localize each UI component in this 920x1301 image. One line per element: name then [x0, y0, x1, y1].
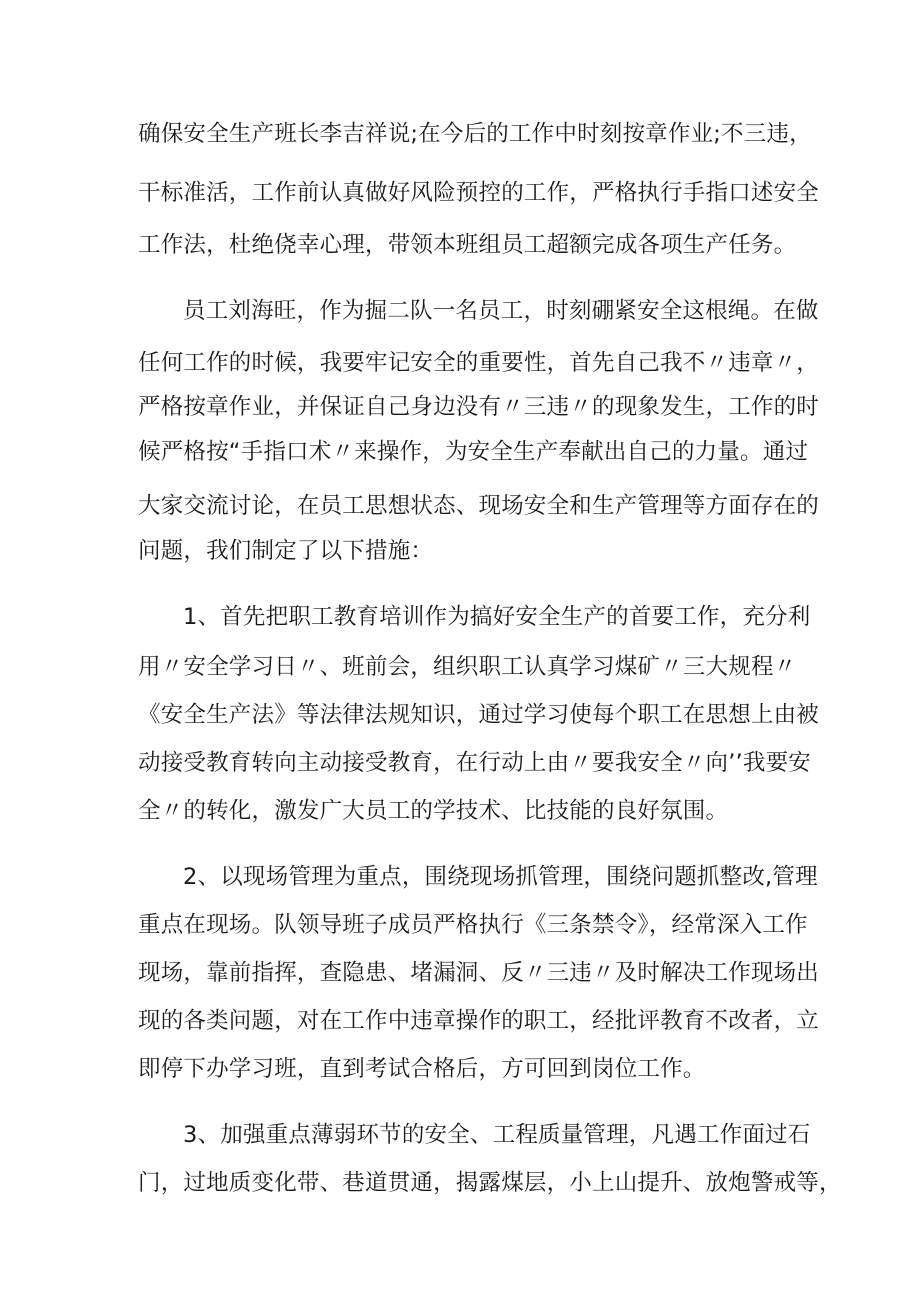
text-line: 候严格按“手指口术〃来操作，为安全生产奉献出自己的力量。通过	[138, 439, 809, 465]
text-line: 现的各类问题，对在工作中违章操作的职工，经批评教育不改者，立	[138, 1008, 820, 1034]
text-line: 1、首先把职工教育培训作为搞好安全生产的首要工作，充分利	[183, 604, 811, 630]
text-line: 问题，我们制定了以下措施：	[138, 538, 434, 564]
text-line: 动接受教育转向主动接受教育，在行动上由〃要我安全〃向’’我要安	[138, 750, 812, 776]
text-line: 员工刘海旺，作为掘二队一名员工，时刻硼紧安全这根绳。在做	[183, 298, 819, 324]
text-line: 3、加强重点薄弱环节的安全、工程质量管理，凡遇工作面过石	[183, 1122, 811, 1148]
text-line: 用〃安全学习日〃、班前会，组织职工认真学习煤矿〃三大规程〃	[138, 654, 797, 680]
text-line: 门，过地质变化带、巷道贯通，揭露煤层，小上山提升、放炮警戒等，	[138, 1170, 842, 1196]
text-line: 现场，靠前指挥，查隐患、堵漏洞、反〃三违〃及时解决工作现场出	[138, 960, 820, 986]
text-line: 即停下办学习班，直到考试合格后，方可回到岗位工作。	[138, 1056, 706, 1082]
text-line: 全〃的转化，激发广大员工的学技术、比技能的良好氛围。	[138, 798, 729, 824]
text-line: 重点在现场。队领导班子成员严格执行《三条禁令》，经常深入工作	[138, 912, 808, 938]
text-line: 确保安全生产班长李吉祥说;在今后的工作中时刻按章作业;不三违，	[138, 121, 812, 147]
text-line: 工作法，杜绝侥幸心理，带领本班组员工超额完成各项生产任务。	[138, 232, 797, 258]
text-line: 《安全生产法》等法律法规知识，通过学习使每个职工在思想上由被	[138, 702, 820, 728]
text-line: 2、以现场管理为重点，围绕现场抓管理，围绕问题抓整改,管理	[183, 864, 818, 890]
text-line: 严格按章作业，并保证自己身边没有〃三违〃的现象发生，工作的时	[138, 394, 820, 420]
text-line: 大家交流讨论，在员工思想状态、现场安全和生产管理等方面存在的	[138, 493, 820, 519]
text-line: 任何工作的时候，我要牢记安全的重要性，首先自己我不〃违章〃，	[138, 350, 820, 376]
text-line: 干标准活，工作前认真做好风险预控的工作，严格执行手指口述安全	[138, 180, 820, 206]
